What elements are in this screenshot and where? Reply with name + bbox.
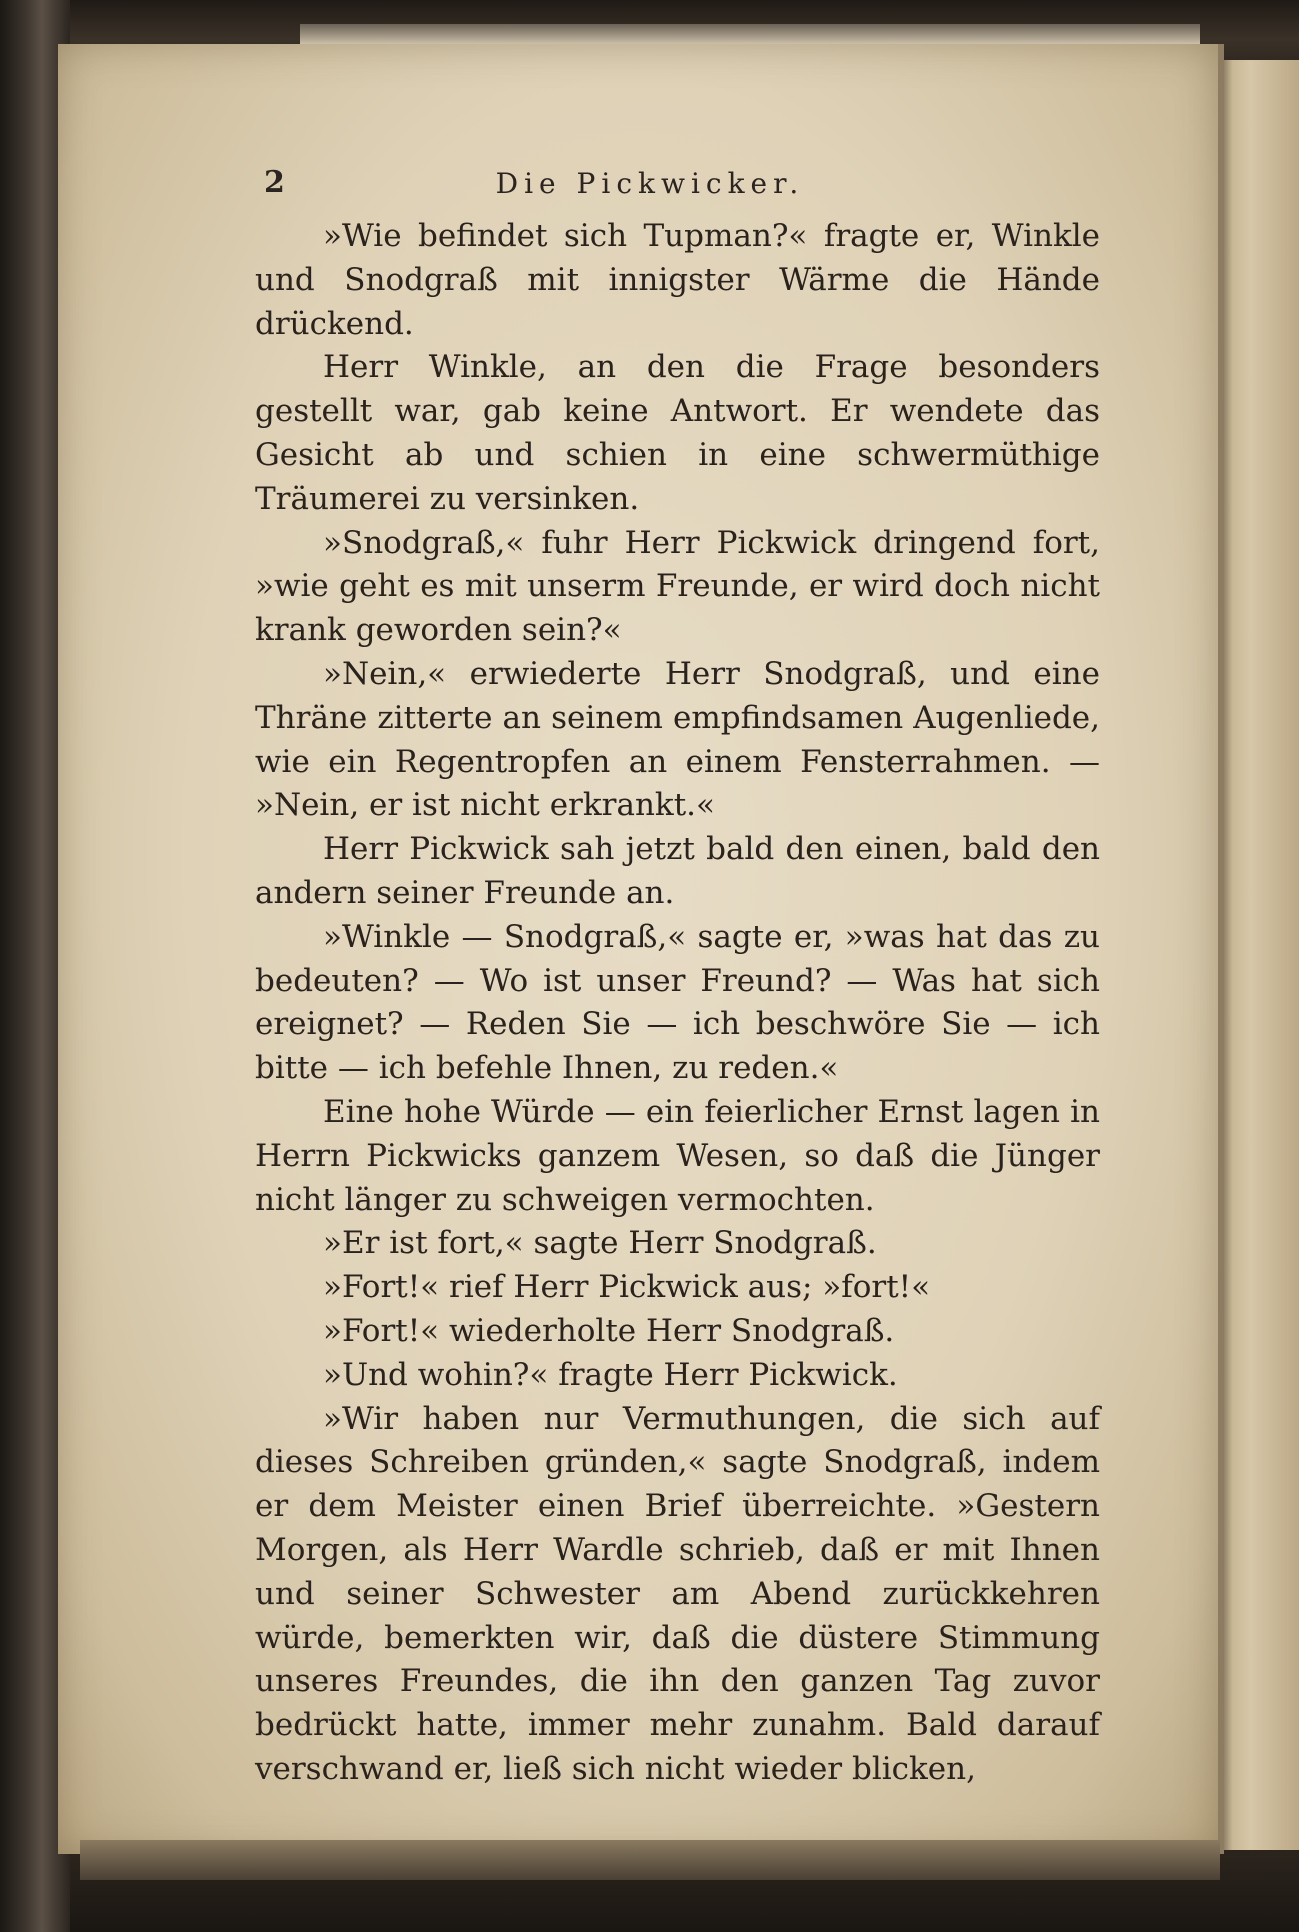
page-number: 2: [264, 165, 285, 200]
paragraph: »Wie befindet sich Tupman?« fragte er, Winkle und Snodgraß mit innigster Wärme die Hände drückend.: [255, 218, 1100, 342]
paragraph: »Und wohin?« fragte Herr Pickwick.: [323, 1356, 898, 1393]
paragraph: »Nein,« erwiederte Herr Snodgraß, und eine Thräne zitterte an seinem empfindsamen Augenliede, wie ein Regentropfen an einem Fensterrahmen. — »Nein, er ist nicht erkrankt.«: [255, 655, 1100, 824]
paragraph: »Er ist fort,« sagte Herr Snodgraß.: [323, 1225, 877, 1262]
page-edges-right: [1218, 60, 1299, 1850]
paragraph: »Snodgraß,« fuhr Herr Pickwick dringend fort, »wie geht es mit unserm Freunde, er wird doch nicht krank geworden sein?«: [255, 524, 1100, 649]
paragraph: Herr Winkle, an den die Frage besonders gestellt war, gab keine Antwort. Er wendete das Gesicht ab und schien in eine schwermüthige Träumerei zu versinken.: [255, 349, 1100, 517]
book-bottom-edge: [80, 1840, 1220, 1880]
paragraph: Herr Pickwick sah jetzt bald den einen, bald den andern seiner Freunde an.: [255, 831, 1100, 911]
book-top-edge: [300, 24, 1200, 46]
paragraph: Eine hohe Würde — ein feierlicher Ernst lagen in Herrn Pickwicks ganzem Wesen, so daß die Jünger nicht länger zu schweigen vermochten.: [255, 1093, 1100, 1218]
body-text: [255, 215, 1100, 1792]
paragraph: »Winkle — Snodgraß,« sagte er, »was hat das zu bedeuten? — Wo ist unser Freund? — Was hat sich ereignet? — Reden Sie — ich beschwöre Sie — ich bitte — ich befehle Ihnen, zu reden.«: [255, 918, 1100, 1087]
paragraph: »Fort!« wiederholte Herr Snodgraß.: [323, 1312, 895, 1349]
page-header: [200, 165, 1100, 205]
running-title: Die Pickwicker.: [495, 167, 805, 200]
paragraph: »Wir haben nur Vermuthungen, die sich auf dieses Schreiben gründen,« sagte Snodgraß, indem er dem Meister einen Brief überreichte. »Gestern Morgen, als Herr Wardle schrieb, daß er mit Ihnen und seiner Schwester am Abend zurückkehren würde, bemerkten wir, daß die düstere Stimmung unseres Freundes, die ihn den ganzen Tag zuvor bedrückt hatte, immer mehr zunahm. Bald darauf verschwand er, ließ sich nicht wieder blicken,: [255, 1400, 1100, 1787]
paragraph: »Fort!« rief Herr Pickwick aus; »fort!«: [323, 1269, 931, 1306]
